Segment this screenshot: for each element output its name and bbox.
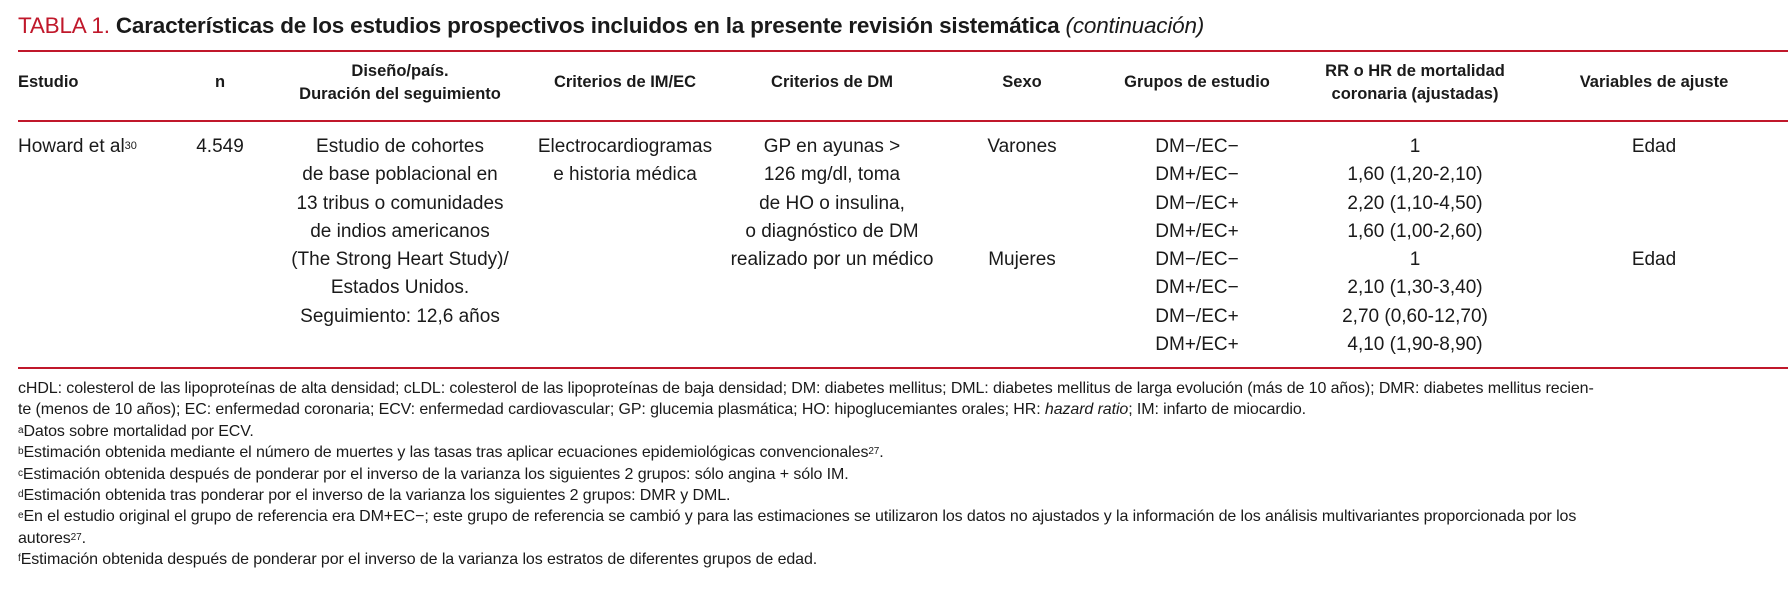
criterios-dm-line: realizado por un médico [730,249,934,271]
criterios-dm-line: GP en ayunas > [763,136,901,157]
header-grupos: Grupos de estudio [1124,73,1270,91]
header-diseno-line1: Diseño/país. [351,62,449,80]
header-sexo: Sexo [1002,73,1042,91]
rr-line: 2,10 (1,30-3,40) [1347,277,1483,299]
header-rr-line2: coronaria (ajustadas) [1331,85,1499,103]
cell-criterios-im [538,133,712,190]
grupo-line: DM−/EC− [1155,249,1239,271]
cell-criterios-dm [731,133,934,274]
cell-variables-mujeres: Edad [1631,249,1677,270]
rr-line: 2,70 (0,60-12,70) [1342,305,1488,327]
diseno-line: 13 tribus o comunidades [296,192,504,214]
bottom-rule [18,367,1788,369]
cell-sexo-mujeres: Mujeres [988,249,1056,270]
study-name: Howard et al [18,136,125,157]
grupo-line: DM+/EC− [1155,164,1239,186]
grupo-line: DM+/EC+ [1155,334,1239,356]
criterios-dm-line: o diagnóstico de DM [745,220,919,242]
header-criterios-im: Criterios de IM/EC [553,73,697,91]
cell-grupos [1155,133,1238,359]
rr-line: 1,60 (1,00-2,60) [1347,220,1483,242]
rr-line: 2,20 (1,10-4,50) [1347,192,1483,214]
diseno-line: Seguimiento: 12,6 años [300,305,500,327]
header-rr-line1: RR o HR de mortalidad [1325,62,1505,80]
cell-rr [1342,133,1488,359]
cell-variables-varones: Edad [1631,136,1677,157]
grupo-line: DM+/EC+ [1155,220,1239,242]
diseno-line: (The Strong Heart Study)/ [291,249,509,271]
table-continuation: (continuación) [1065,13,1205,38]
table-label: TABLA 1. [18,13,110,38]
rr-line: 1,60 (1,20-2,10) [1347,164,1483,186]
grupo-line: DM−/EC− [1155,136,1239,157]
rr-line: 1 [1409,136,1421,157]
criterios-dm-line: de HO o insulina, [759,192,905,214]
grupo-line: DM+/EC− [1155,277,1239,299]
criterios-im-line: Electrocardiogramas [537,136,713,157]
cell-n: 4.549 [196,136,244,157]
header-estudio: Estudio [18,73,79,91]
grupo-line: DM−/EC+ [1155,305,1239,327]
header-diseno-line2: Duración del seguimiento [299,85,501,103]
diseno-line: Estudio de cohortes [316,136,484,157]
study-ref: 30 [124,140,137,152]
diseno-line: de indios americanos [310,220,490,242]
grupo-line: DM−/EC+ [1155,192,1239,214]
footnotes [18,378,1788,571]
header-n: n [214,73,226,91]
footnote-d: $^d$Estimación obtenida tras ponderar por el inverso de la varianza los siguientes 2 grupos: DMR y DML. [18,487,731,505]
top-rule [18,50,1788,52]
criterios-im-line: e historia médica [553,164,697,186]
rr-line: 4,10 (1,90-8,90) [1347,334,1483,356]
footnote-abbreviations: cHDL: colesterol de las lipoproteínas de alta densidad; cLDL: colesterol de las lipoproteínas de baja densidad; DM: diabetes mellitus; DML: diabetes mellitus de larga evolución (más de 10 años); DMR: diabetes mellitus recien- te (menos de 10 años); EC: enfermedad coronaria; ECV: enfermedad cardiovascular; GP: glucemia plasmática; HO: hipoglucemiantes orales; HR: hazard ratio; IM: infarto de miocardio. [18,380,1594,419]
footnote-a: $^a$Datos sobre mortalidad por ECV. [18,422,254,440]
criterios-dm-line: 126 mg/dl, toma [763,164,901,186]
header-diseno [299,60,501,106]
header-criterios-dm: Criterios de DM [771,73,893,91]
table-title [18,13,1204,39]
footnote-f: $^f$Estimación obtenida después de ponderar por el inverso de la varianza los estratos de diferentes grupos de edad. [18,551,818,569]
table-caption: Características de los estudios prospectivos incluidos en la presente revisión sistemática [115,13,1060,38]
rr-line: 1 [1409,249,1421,271]
header-rule [18,120,1788,122]
cell-diseno [291,133,509,331]
cell-sexo-varones: Varones [987,136,1057,157]
footnote-e: $^e$En el estudio original el grupo de referencia era DM+EC−; este grupo de referencia se cambió y para las estimaciones se utilizaron los datos no ajustados y la información de los análisis multivariantes proporcionada por los autores$^{27}$. [18,508,1577,547]
footnote-c: $^c$Estimación obtenida después de ponderar por el inverso de la varianza los siguientes 2 grupos: sólo angina + sólo IM. [18,465,849,483]
header-variables: Variables de ajuste [1579,73,1729,91]
footnote-b: $^b$Estimación obtenida mediante el número de muertes y las tasas tras aplicar ecuaciones epidemiológicas convencionales$^{27}$. [18,444,884,462]
diseno-line: de base poblacional en [302,164,498,186]
cell-estudio [18,133,137,161]
header-rr [1325,60,1505,106]
diseno-line: Estados Unidos. [330,277,470,299]
